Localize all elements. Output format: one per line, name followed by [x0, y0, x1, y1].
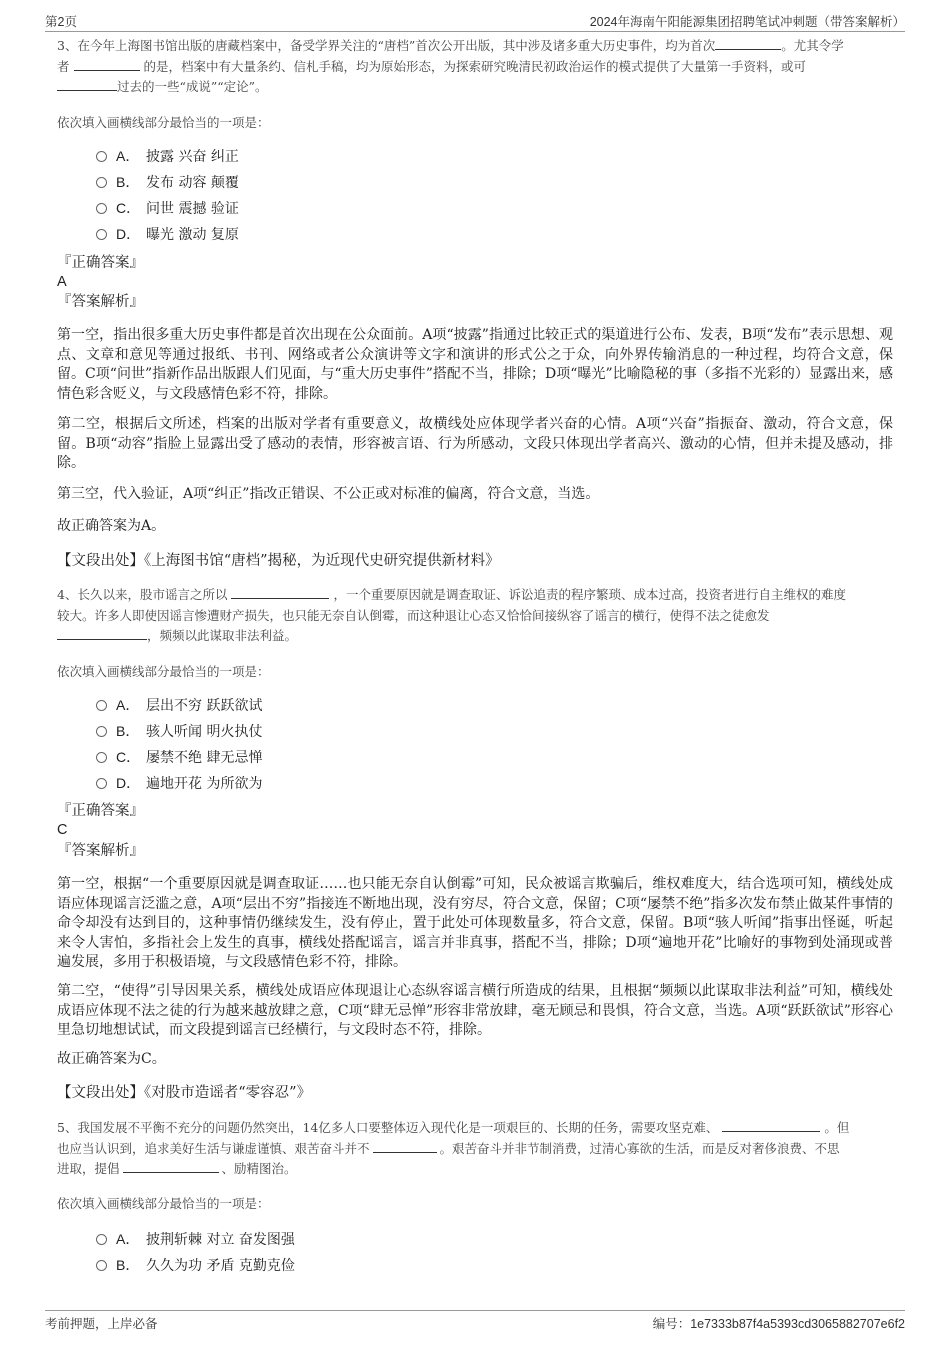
radio-icon[interactable] [96, 229, 107, 240]
q3-analysis-conclusion: 故正确答案为A。 [57, 518, 166, 534]
q4-option-c[interactable]: C． 屡禁不绝 肆无忌惮 [96, 744, 496, 770]
page-number: 第2页 [45, 15, 77, 29]
blank [74, 57, 140, 71]
document-title: 2024年海南午阳能源集团招聘笔试冲刺题（带答案解析） [589, 15, 905, 29]
q3-option-d[interactable]: D． 曝光 激动 复原 [96, 221, 496, 247]
blank [722, 1118, 820, 1132]
radio-icon[interactable] [96, 778, 107, 789]
q3-analysis-p3: 第三空，代入验证，A项“纠正”指改正错误、不公正或对标准的偏离，符合文意，当选。 [57, 486, 600, 502]
q3-analysis-label: 『答案解析』 [57, 294, 144, 310]
radio-icon[interactable] [96, 151, 107, 162]
footer-slogan: 考前押题，上岸必备 [45, 1317, 158, 1331]
q3-line-3: 过去的一些“成说”“定论”。 [57, 77, 893, 98]
radio-icon[interactable] [96, 1260, 107, 1271]
blank [715, 36, 781, 50]
q5-prompt: 依次填入画横线部分最恰当的一项是： [57, 1196, 270, 1211]
q4-source: 【文段出处】《对股市造谣者“零容忍”》 [57, 1085, 312, 1101]
q4-line-3: ，频频以此谋取非法利益。 [57, 626, 893, 647]
q3-option-a[interactable]: A． 披露 兴奋 纠正 [96, 143, 496, 169]
q4-prompt: 依次填入画横线部分最恰当的一项是： [57, 664, 270, 679]
blank [231, 585, 329, 599]
q4-stem [57, 585, 893, 647]
blank [123, 1159, 219, 1173]
radio-icon[interactable] [96, 177, 107, 188]
q3-prompt: 依次填入画横线部分最恰当的一项是： [57, 115, 270, 130]
q5-options [96, 1226, 496, 1278]
radio-icon[interactable] [96, 203, 107, 214]
q3-line-1: 3、在今年上海图书馆出版的唐藏档案中，备受学界关注的“唐档”首次公开出版，其中涉及诸多重大历史事件，均为首次 。尤其令学 [57, 38, 844, 53]
q5-line-2: 也应当认识到，追求美好生活与谦虚谨慎、艰苦奋斗并不 。艰苦奋斗并非节制消费，过清心寡欲的生活，而是反对奢侈浪费、不思 [57, 1140, 840, 1156]
q4-analysis-p1: 第一空，根据“一个重要原因就是调查取证……也只能无奈自认倒霉”可知，民众被谣言欺骗后，维权难度大，结合选项可知，横线处成语应体现谣言泛滥之意，A项“层出不穷”指接连不断地出现，没有穷尽，符合文意，保留；C项“屡禁不绝”指多次发布禁止做某件事情的命令却没有达到目的，这种事情仍继续发生，没有停止，置于此处可体现数量多，符合文意，保留。B项“骇人听闻”指事出怪诞，听起来令人害怕，多指社会上发生的真事，横线处搭配谣言，谣言并非真事，搭配不当，排除；D项“遍地开花”比喻好的事物到处涌现或普遍发展，多用于积极语境，与文段感情色彩不符，排除。 [57, 876, 893, 970]
q4-option-b[interactable]: B． 骇人听闻 明火执仗 [96, 718, 496, 744]
q4-analysis-p2: 第二空，“使得”引导因果关系，横线处成语应体现退让心态纵容谣言横行所造成的结果，且根据“频频以此谋取非法利益”可知，横线处成语应体现不法之徒的行为越来越放肆之意，C项“肆无忌惮”形容非常放肆，毫无顾忌和畏惧，符合文意，当选。A项“跃跃欲试”形容心里急切地想试试，而文段提到谣言已经横行，与文段时态不符，排除。 [57, 983, 893, 1038]
q3-answer-label: 『正确答案』 [57, 255, 144, 271]
q5-stem [57, 1118, 893, 1180]
q5-line-1: 5、我国发展不平衡不充分的问题仍然突出，14亿多人口要整体迈入现代化是一项艰巨的、长期的任务，需要攻坚克难、 。但 [57, 1120, 850, 1135]
q4-analysis-label: 『答案解析』 [57, 843, 144, 859]
q3-options [96, 143, 496, 247]
q4-option-d[interactable]: D． 遍地开花 为所欲为 [96, 770, 496, 796]
page-header [45, 12, 905, 30]
q5-option-a[interactable]: A． 披荆斩棘 对立 奋发图强 [96, 1226, 496, 1252]
q4-options [96, 692, 496, 796]
q3-stem [57, 36, 893, 98]
radio-icon[interactable] [96, 700, 107, 711]
page-footer [45, 1314, 905, 1332]
q5-option-b[interactable]: B． 久久为功 矛盾 克勤克俭 [96, 1252, 496, 1278]
radio-icon[interactable] [96, 726, 107, 737]
q4-line-1: 4、长久以来，股市谣言之所以 ，一个重要原因就是调查取证、诉讼追责的程序繁琐、成本过高，投资者进行自主维权的难度 [57, 587, 846, 602]
q3-source: 【文段出处】《上海图书馆“唐档”揭秘，为近现代史研究提供新材料》 [57, 553, 500, 569]
q3-line-2: 者 的是，档案中有大量条约、信札手稿，均为原始形态，为探索研究晚清民初政治运作的模式提供了大量第一手资料，或可 [57, 58, 807, 74]
document-code: 编号：1e7333b87f4a5393cd3065882707e6f2 [652, 1317, 905, 1331]
blank [373, 1139, 437, 1153]
q4-analysis-conclusion: 故正确答案为C。 [57, 1051, 166, 1067]
q3-answer: A [57, 274, 67, 290]
radio-icon[interactable] [96, 1234, 107, 1245]
q4-answer-label: 『正确答案』 [57, 803, 144, 819]
blank [57, 626, 147, 640]
q3-option-c[interactable]: C． 问世 震撼 验证 [96, 195, 496, 221]
q4-answer: C [57, 822, 68, 838]
q4-option-a[interactable]: A． 层出不穷 跃跃欲试 [96, 692, 496, 718]
q3-analysis-p2: 第二空，根据后文所述，档案的出版对学者有重要意义，故横线处应体现学者兴奋的心情。A项“兴奋”指振奋、激动，符合文意，保留。B项“动容”指脸上显露出受了感动的表情，形容被言语、行为所感动，文段只体现出学者高兴、激动的心情，但并未提及感动，排除。 [57, 416, 893, 471]
q3-option-b[interactable]: B． 发布 动容 颠覆 [96, 169, 496, 195]
blank [57, 77, 117, 91]
header-divider [45, 31, 905, 32]
radio-icon[interactable] [96, 752, 107, 763]
q4-line-2: 较大。许多人即使因谣言惨遭财产损失，也只能无奈自认倒霉，而这种退让心态又恰恰间接纵容了谣言的横行，使得不法之徒愈发 [57, 607, 770, 623]
q3-analysis-p1: 第一空，指出很多重大历史事件都是首次出现在公众面前。A项“披露”指通过比较正式的渠道进行公布、发表，B项“发布”表示思想、观点、文章和意见等通过报纸、书刊、网络或者公众演讲等文字和演讲的形式公之于众，向外界传输消息的一种过程，均符合文意，保留。C项“问世”指新作品出版跟人们见面，与“重大历史事件”搭配不当，排除；D项“曝光”比喻隐秘的事（多指不光彩的）显露出来，感情色彩含贬义，与文段感情色彩不符，排除。 [57, 327, 893, 402]
q5-line-3: 进取，提倡 、励精图治。 [57, 1161, 297, 1176]
footer-divider [45, 1310, 905, 1311]
